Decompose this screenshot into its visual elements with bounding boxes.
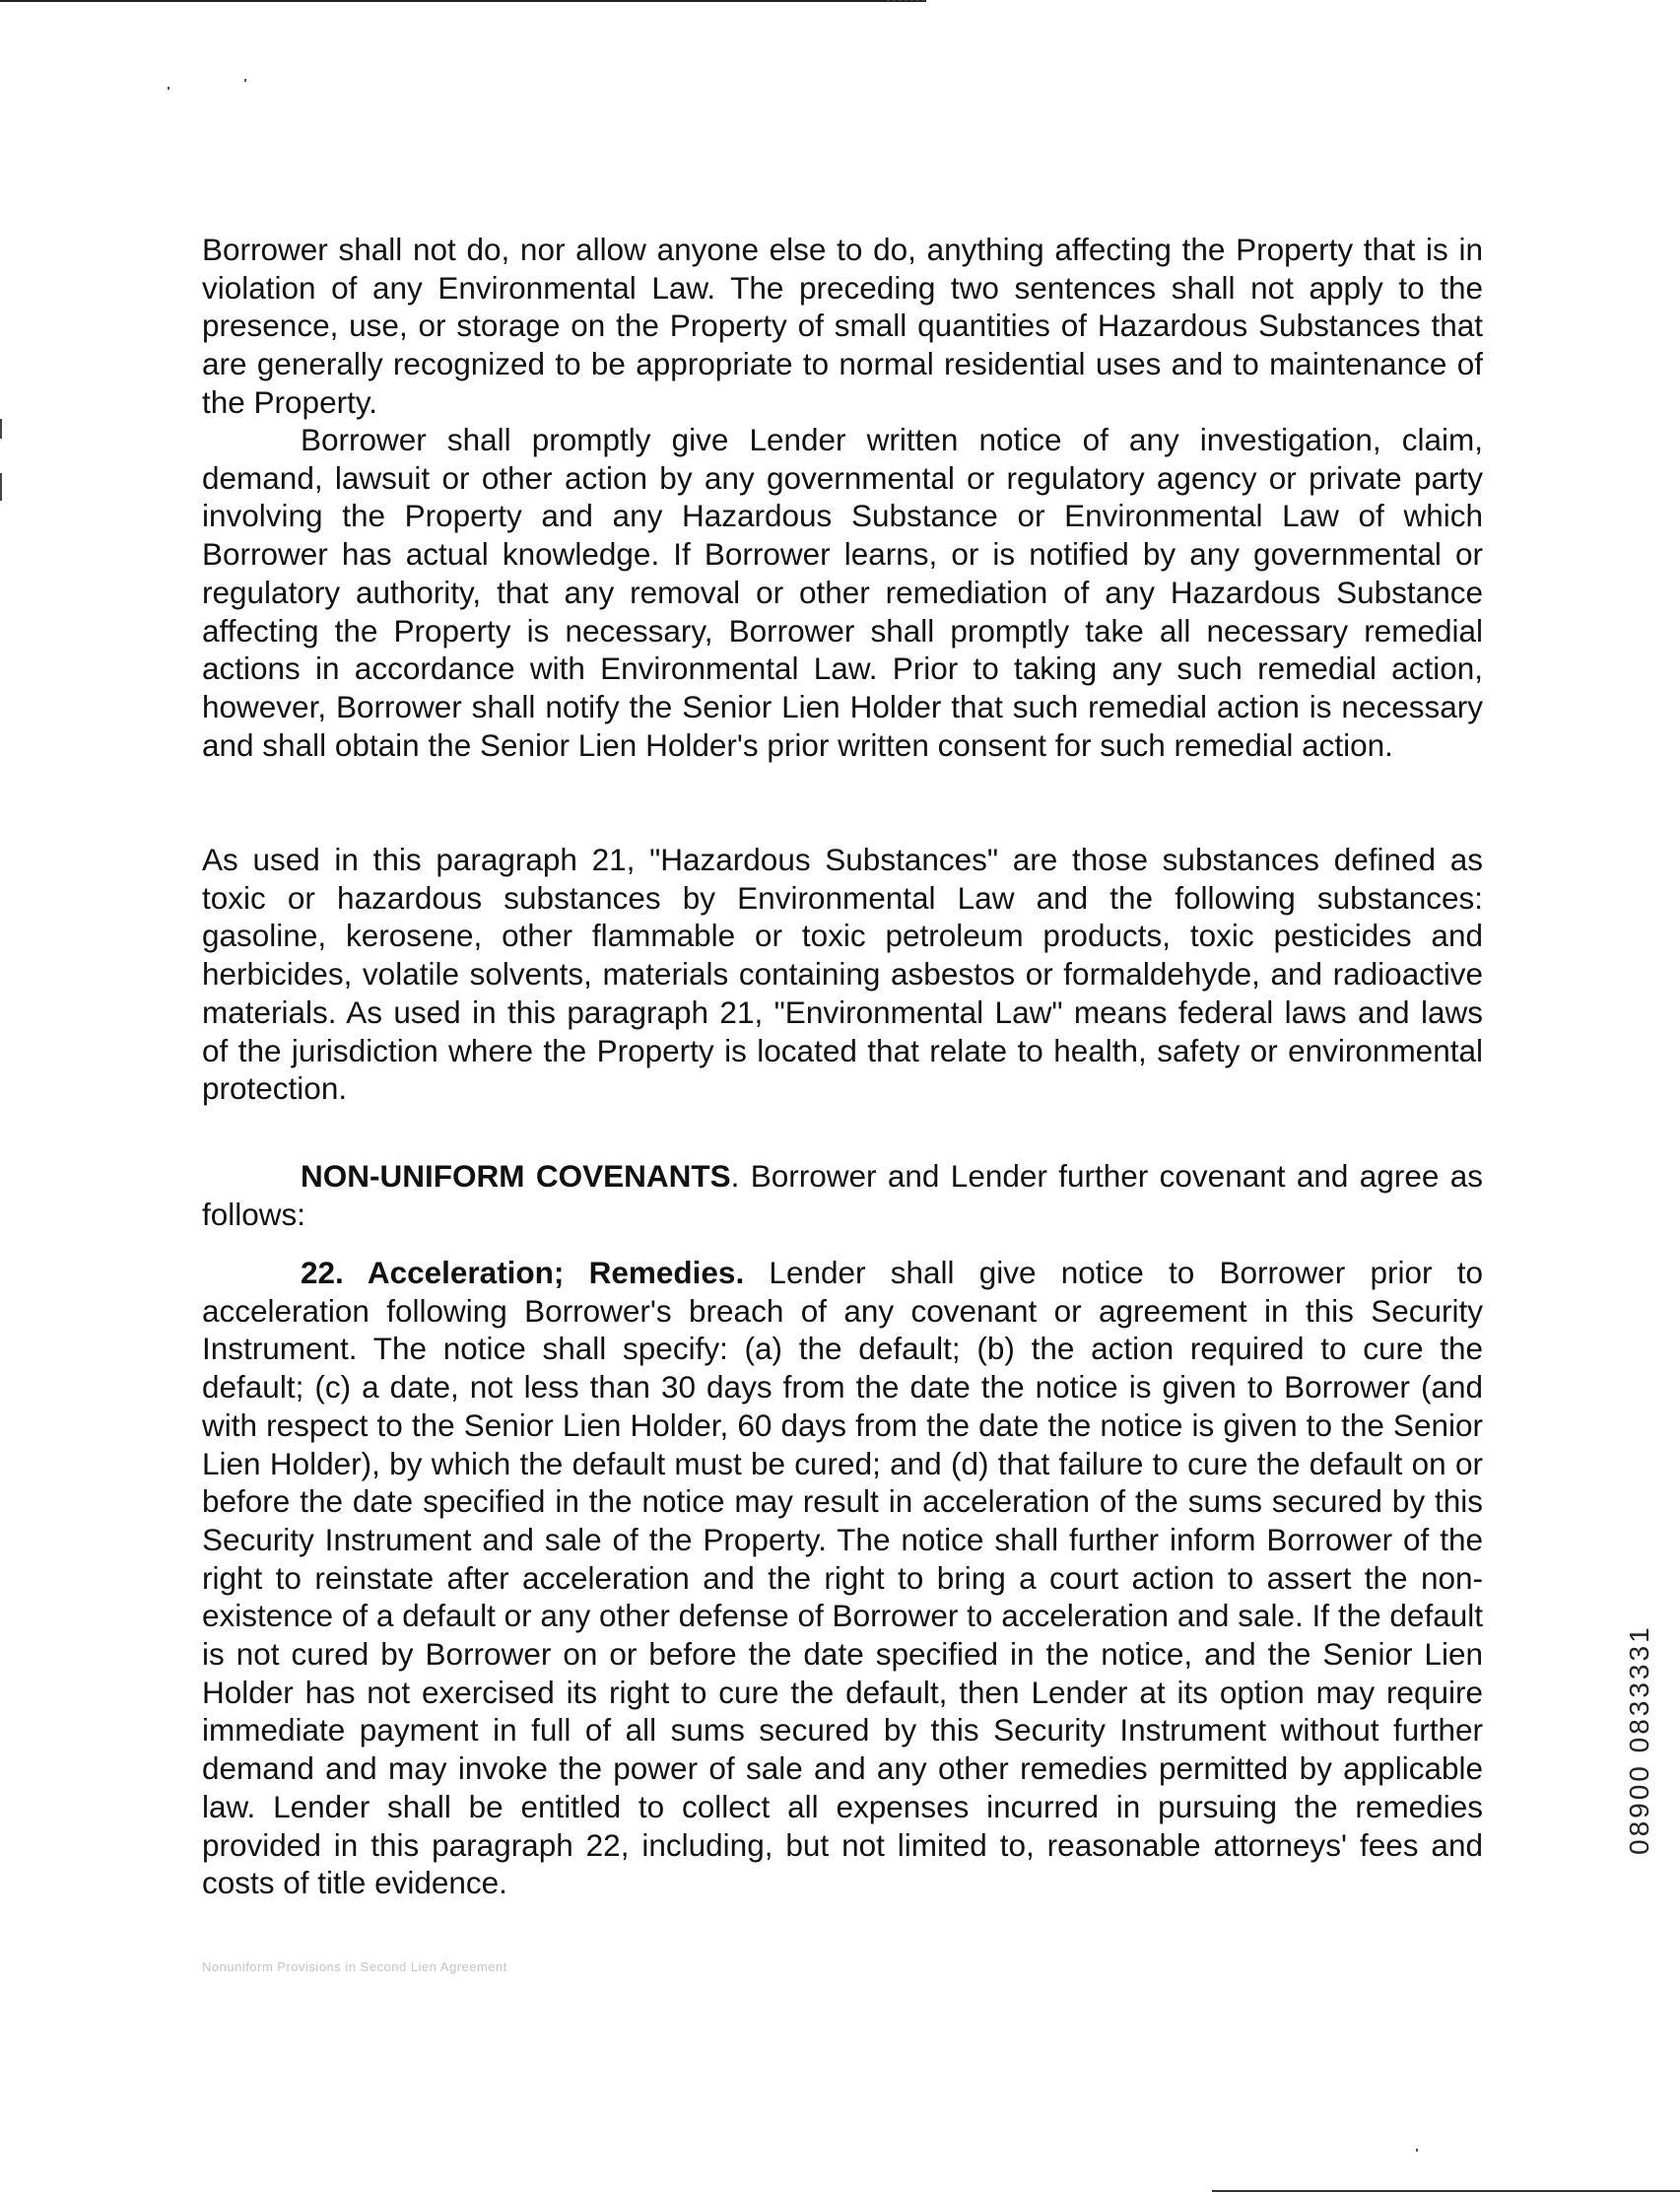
section-22-paragraph [202, 1254, 1483, 1902]
scan-edge-top [0, 0, 926, 2]
scan-edge-left-mark [0, 473, 2, 501]
scan-speck [1416, 2149, 1418, 2152]
non-uniform-covenants-text: . Borrower and Lender further covenant and agree as follows: [202, 1158, 1483, 1232]
section-22-heading: 22. Acceleration; Remedies. [301, 1255, 745, 1290]
scan-speck [168, 87, 169, 90]
side-document-number-stamp: 08900 0833331 [1624, 1624, 1654, 1855]
section-22-body [202, 1254, 1483, 1902]
non-uniform-covenants-paragraph [202, 1157, 1483, 1233]
scan-edge-bottom [1212, 2190, 1680, 2192]
paragraph-continuation: Borrower shall not do, nor allow anyone else to do, anything affecting the Property that is in violation of any Environmental Law. The preceding two sentences shall not apply to the presence, use, or storage on the Property of small quantities of Hazardous Substances that are generally recognized to be appropriate to normal residential uses and to maintenance of the Property. [202, 232, 1483, 420]
paragraph-notice [202, 421, 1483, 764]
paragraph-notice-text: Borrower shall promptly give Lender written notice of any investigation, claim, demand, lawsuit or other action by any governmental or regulatory agency or private party involving the Property and any Hazardous Substance or Environmental Law of which Borrower has actual knowledge. If Borrower learns, or is notified by any governmental or regulatory authority, that any removal or other remediation of any Hazardous Substance affecting the Property is necessary, Borrower shall promptly take all necessary remedial actions in accordance with Environmental Law. Prior to taking any such remedial action, however, Borrower shall notify the Senior Lien Holder that such remedial action is necessary and shall obtain the Senior Lien Holder's prior written consent for such remedial action. [202, 422, 1483, 763]
scan-edge-left-mark [0, 419, 2, 439]
non-uniform-covenants-heading: NON-UNIFORM COVENANTS [301, 1158, 731, 1194]
footer-form-identifier: Nonuniform Provisions in Second Lien Agreement [202, 1959, 507, 1974]
section-22-text: Lender shall give notice to Borrower prior to acceleration following Borrower's breach of any covenant or agreement in this Security Instrument. The notice shall specify: (a) the default; (b) the action required to cure the default; (c) a date, not less than 30 days from the date the notice is given to Borrower (and with respect to the Senior Lien Holder, 60 days from the date the notice is given to the Senior Lien Holder), by which the default must be cured; and (d) that failure to cure the default on or before the date specified in the notice may result in acceleration of the sums secured by this Security Instrument and sale of the Property. The notice shall further inform Borrower of the right to reinstate after acceleration and the right to bring a court action to assert the non-existence of a default or any other defense of Borrower to acceleration and sale. If the default is not cured by Borrower on or before the date specified in the notice, and the Senior Lien Holder has not exercised its right to cure the default, then Lender at its option may require immediate payment in full of all sums secured by this Security Instrument without further demand and may invoke the power of sale and any other remedies permitted by applicable law. Lender shall be entitled to collect all expenses incurred in pursuing the remedies provided in this paragraph 22, including, but not limited to, reasonable attorneys' fees and costs of title evidence. [202, 1255, 1483, 1901]
non-uniform-covenants-line [202, 1157, 1483, 1233]
scan-edge-top-tail [887, 0, 926, 1]
scan-speck [244, 79, 246, 82]
paragraph-definitions: As used in this paragraph 21, "Hazardous Substances" are those substances defined as toxic or hazardous substances by Environmental Law and the following substances: gasoline, kerosene, other flammable or toxic petroleum products, toxic pesticides and herbicides, volatile solvents, materials containing asbestos or formaldehyde, and radioactive materials. As used in this paragraph 21, "Environmental Law" means federal laws and laws of the jurisdiction where the Property is located that relate to health, safety or environmental protection. [202, 842, 1483, 1107]
